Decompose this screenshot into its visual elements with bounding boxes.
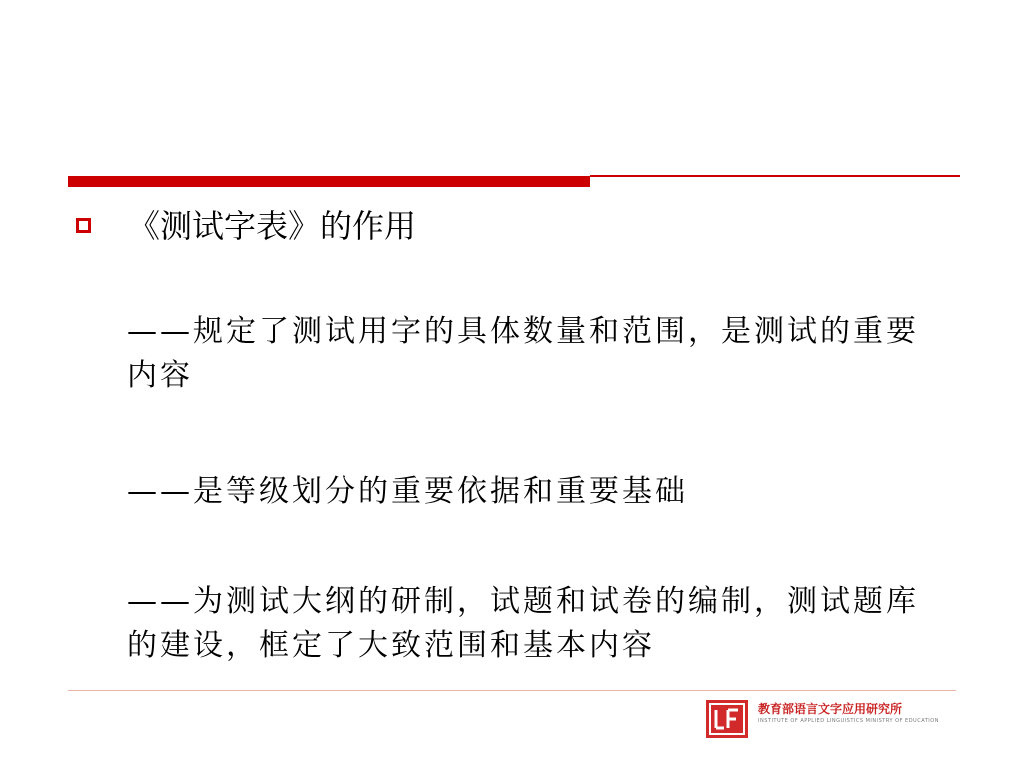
institute-logo [706, 698, 986, 744]
body-paragraph-2: ——是等级划分的重要依据和重要基础 [127, 474, 688, 509]
footer-rule [68, 690, 956, 691]
header-rule-thin [590, 175, 960, 177]
slide-heading: 《测试字表》的作用 [128, 207, 417, 245]
institute-name-cn: 教育部语言文字应用研究所 [758, 702, 903, 716]
institute-name-en: INSTITUTE OF APPLIED LINGUISTICS MINISTRY OF EDUCATION [758, 718, 939, 724]
header-rule-thick [68, 176, 590, 187]
body-paragraph-1: ——规定了测试用字的具体数量和范围，是测试的重要内容 [127, 314, 919, 393]
institute-logo-icon [706, 700, 748, 738]
body-paragraph-3: ——为测试大纲的研制，试题和试卷的编制，测试题库的建设，框定了大致范围和基本内容 [127, 584, 919, 663]
square-bullet-icon [76, 218, 91, 233]
